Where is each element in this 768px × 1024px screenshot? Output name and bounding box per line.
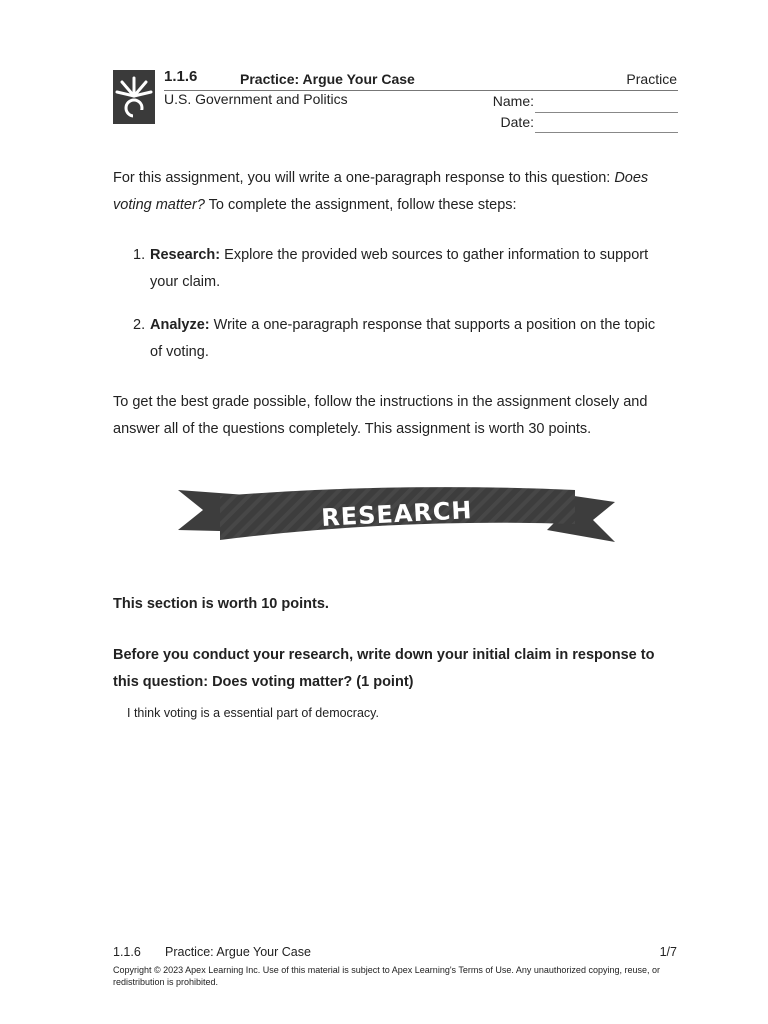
date-field[interactable] [535,132,678,133]
name-field[interactable] [535,112,678,113]
step-text-continued: your claim. [150,274,221,290]
course-name: U.S. Government and Politics [164,91,348,107]
step-number: 2. [133,317,146,333]
grading-note: To get the best grade possible, follow the instructions in the assignment closely and answer all of the questions completely. This assignment is worth 30 points. [113,394,648,437]
step-number: 1. [133,247,146,263]
step-research [133,242,673,296]
apex-logo-icon [113,70,155,124]
date-label: Date: [500,114,534,130]
assignment-type: Practice [626,71,677,87]
intro-question: Does voting matter? [113,170,649,213]
intro-paragraph [113,165,673,219]
copyright-notice: Copyright © 2023 Apex Learning Inc. Use of this material is subject to Apex Learning's Terms of Use. Any unauthorized copying, reuse, or redistribution is prohibited. [113,965,660,987]
banner-label: RESEARCH [320,496,474,532]
footer-lesson-number: 1.1.6 [113,945,141,959]
step-text: Write a one-paragraph response that supports a position on the topic [209,317,656,333]
step-text-continued: of voting. [150,344,209,360]
question-prompt: Before you conduct your research, write down your initial claim in response to this question: Does voting matter? (1 point) [113,647,655,690]
lesson-number: 1.1.6 [164,68,198,85]
step-label: Research: [150,247,221,263]
research-banner [175,482,619,548]
name-label: Name: [492,93,534,109]
assignment-title: Practice: Argue Your Case [240,71,415,87]
page-number: 1/7 [659,945,677,959]
intro-text: For this assignment, you will write a one-paragraph response to this question: [113,170,615,186]
step-text: Explore the provided web sources to gather information to support [220,247,649,263]
footer-title: Practice: Argue Your Case [165,945,311,959]
step-label: Analyze: [150,317,210,333]
step-analyze [133,312,673,366]
intro-text-end: To complete the assignment, follow these steps: [204,197,517,213]
answer-text[interactable]: I think voting is a essential part of democracy. [127,706,379,720]
section-points: This section is worth 10 points. [113,596,329,612]
